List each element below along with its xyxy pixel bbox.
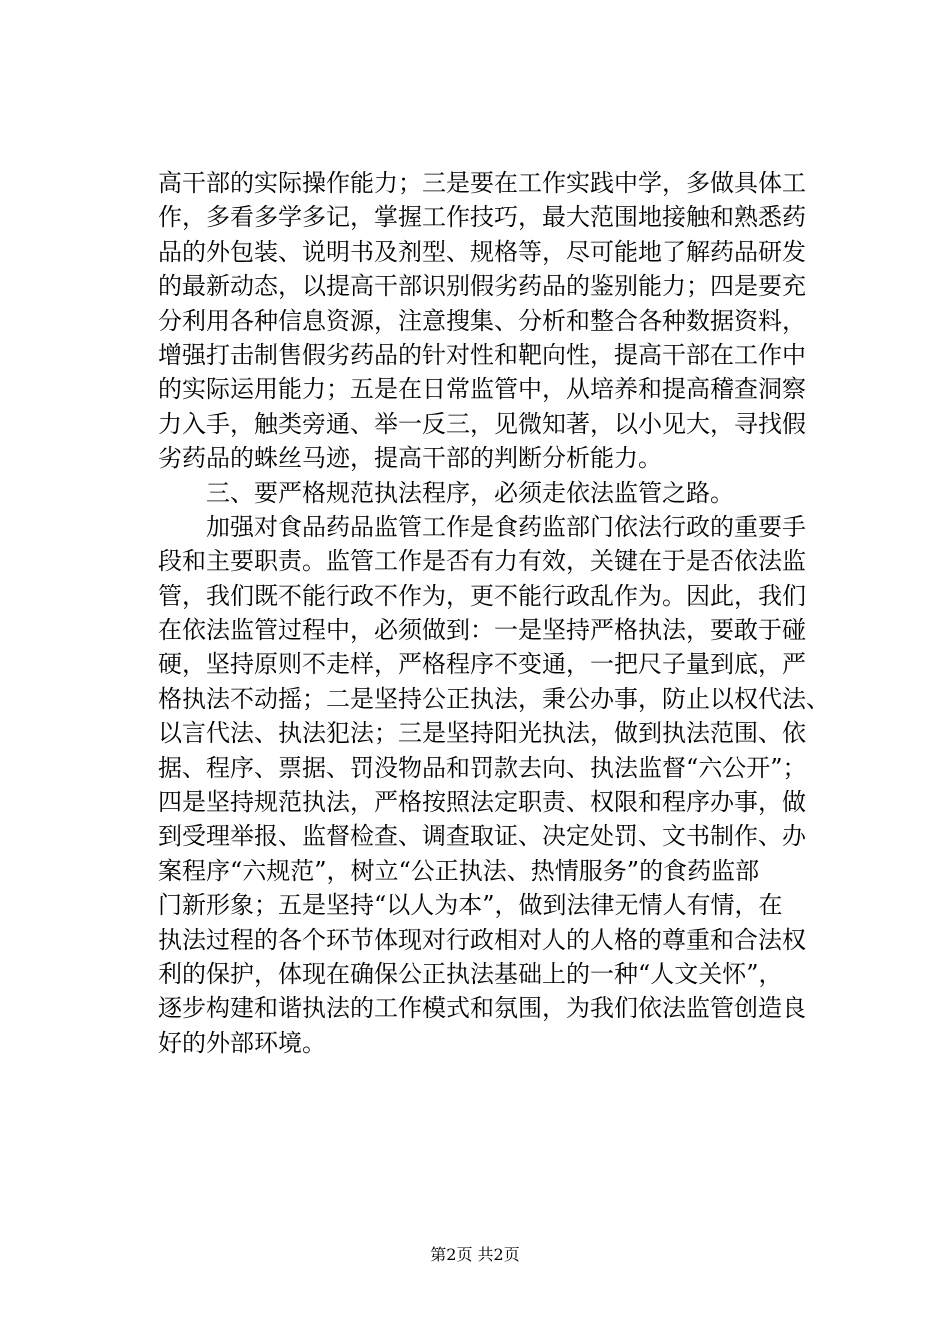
text-line: 以言代法、执法犯法；三是坚持阳光执法，做到执法范围、依 xyxy=(158,719,806,748)
text-line: 案程序“六规范”，树立“公正执法、热情服务”的食药监部 xyxy=(158,856,760,885)
text-line: 执法过程的各个环节体现对行政相对人的人格的尊重和合法权 xyxy=(158,925,806,954)
text-line: 格执法不动摇；二是坚持公正执法，秉公办事，防止以权代法、 xyxy=(158,684,830,713)
paragraph xyxy=(158,166,838,476)
text-line: 分利用各种信息资源，注意搜集、分析和整合各种数据资料， xyxy=(158,306,806,335)
text-line: 的实际运用能力；五是在日常监管中，从培养和提高稽查洞察 xyxy=(158,375,806,404)
text-line: 管，我们既不能行政不作为，更不能行政乱作为。因此，我们 xyxy=(158,581,806,610)
text-line: 段和主要职责。监管工作是否有力有效，关键在于是否依法监 xyxy=(158,547,806,576)
text-line: 高干部的实际操作能力；三是要在工作实践中学，多做具体工 xyxy=(158,169,806,197)
text-line: 逐步构建和谐执法的工作模式和氛围，为我们依法监管创造良 xyxy=(158,994,806,1023)
document-body xyxy=(158,166,838,1060)
text-line: 四是坚持规范执法，严格按照法定职责、权限和程序办事，做 xyxy=(158,788,806,817)
paragraph xyxy=(158,510,838,1060)
text-line: 到受理举报、监督检查、调查取证、决定处罚、文书制作、办 xyxy=(158,822,806,851)
text-line: 增强打击制售假劣药品的针对性和靶向性，提高干部在工作中 xyxy=(158,340,806,369)
text-line: 门新形象；五是坚持“以人为本”，做到法律无情人有情，在 xyxy=(158,891,783,920)
text-line: 好的外部环境。 xyxy=(158,1028,326,1057)
text-line: 在依法监管过程中，必须做到：一是坚持严格执法，要敢于碰 xyxy=(158,616,806,645)
text-line: 加强对食品药品监管工作是食药监部门依法行政的重要手 xyxy=(206,512,806,541)
text-line: 利的保护，体现在确保公正执法基础上的一种“人文关怀”， xyxy=(158,959,783,988)
text-line: 作，多看多学多记，掌握工作技巧，最大范围地接触和熟悉药 xyxy=(158,203,806,232)
text-line: 劣药品的蛛丝马迹，提高干部的判断分析能力。 xyxy=(158,444,662,473)
text-line: 据、程序、票据、罚没物品和罚款去向、执法监督“六公开”； xyxy=(158,753,807,782)
page-number-footer: 第2页 共2页 xyxy=(430,1245,520,1264)
text-line: 三、要严格规范执法程序，必须走依法监管之路。 xyxy=(206,478,734,507)
text-line: 的最新动态，以提高干部识别假劣药品的鉴别能力；四是要充 xyxy=(158,272,806,301)
text-line: 品的外包装、说明书及剂型、规格等，尽可能地了解药品研发 xyxy=(158,237,806,266)
section-heading xyxy=(158,476,838,510)
text-line: 硬，坚持原则不走样，严格程序不变通，一把尺子量到底，严 xyxy=(158,650,806,679)
text-line: 力入手，触类旁通、举一反三，见微知著，以小见大，寻找假 xyxy=(158,409,806,438)
